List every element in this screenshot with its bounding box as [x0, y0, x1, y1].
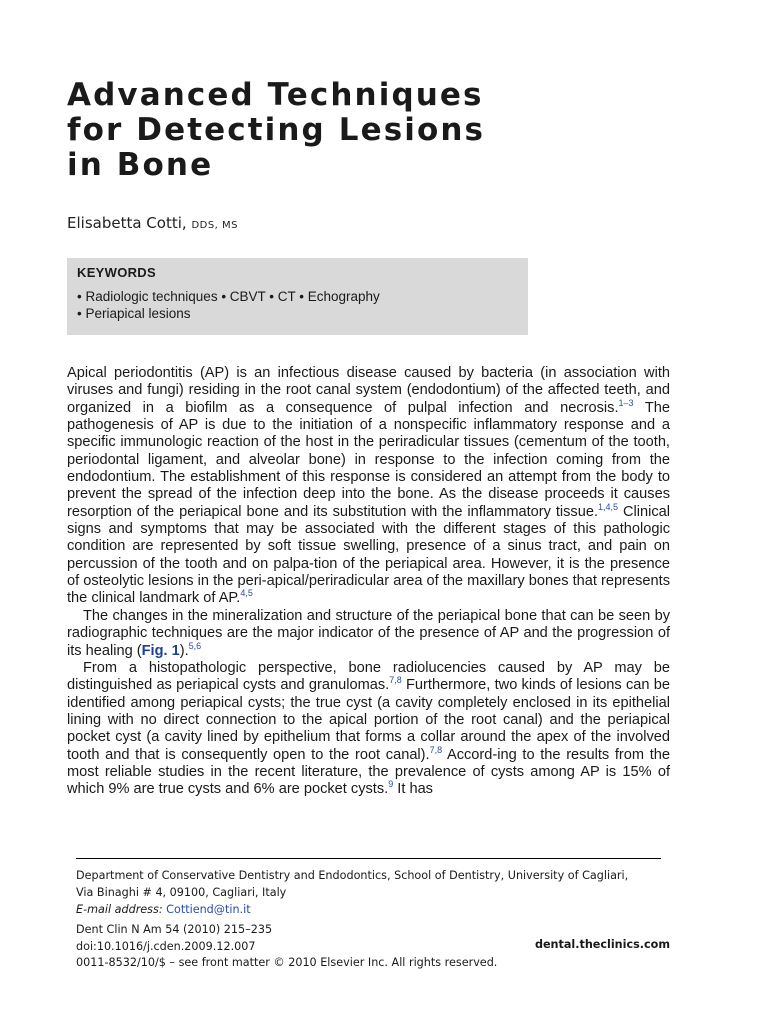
keywords-line: • Radiologic techniques • CBVT • CT • Echography [77, 289, 380, 304]
citation-ref[interactable]: 5,6 [188, 640, 202, 651]
affiliation-line: Department of Conservative Dentistry and Endodontics, School of Dentistry, University of Cagliari, [76, 869, 629, 882]
body-paragraph [67, 660, 670, 799]
body-text-run: Apical periodontitis (AP) is an infectious disease caused by bacteria (in association with viruses and fungi) residing in the root canal system (endodontium) of the affected teeth, and organized in a biofilm as a consequence of pulpal infection and necrosis. [67, 365, 670, 416]
email-link[interactable]: Cottiend@tin.it [166, 903, 251, 916]
article-body [67, 365, 670, 799]
body-paragraph [67, 608, 670, 660]
keywords-heading: KEYWORDS [77, 265, 156, 280]
journal-website[interactable]: dental.theclinics.com [534, 938, 670, 951]
citation-ref[interactable]: 1–3 [618, 397, 634, 408]
title-line: in Bone [67, 147, 214, 183]
author-name: Elisabetta Cotti, [67, 214, 187, 232]
figure-link[interactable]: Fig. 1 [141, 642, 180, 659]
title-line: Advanced Techniques [67, 77, 484, 113]
body-text-run: It has [393, 781, 433, 798]
keywords-line: • Periapical lesions [77, 306, 191, 321]
author-degrees: DDS, MS [191, 220, 239, 231]
journal-citation: Dent Clin N Am 54 (2010) 215–235 [76, 923, 273, 936]
citation-ref[interactable]: 7,8 [389, 675, 402, 686]
citation-ref[interactable]: 7,8 [429, 744, 443, 755]
affiliation-block [76, 867, 676, 918]
footnote-divider [76, 858, 661, 859]
citation-ref[interactable]: 1,4,5 [598, 501, 619, 512]
body-text-run: Clinical signs and symptoms that may be associated with the different stages of this pathologic condition are represented by soft tissue swelling, presence of a sinus tract, and pain on percussion of the tooth and on palpa-tion of the periapical area. However, it is the presence of osteolytic lesions in the peri-apical/periradicular area of the maxillary bones that represents the clinical landmark of AP. [67, 503, 670, 607]
body-text-run: The pathogenesis of AP is due to the initiation of a nonspecific inflammatory response and a specific immunologic reaction of the host in the periradicular tissues (cementum of the tooth, periodontal ligament, and alveolar bone) in response to the infection coming from the endodontium. The establishment of this response is considered an attempt from the body to prevent the spread of the infection deep into the bone. As the disease proceeds it causes resorption of the periapical bone and its substitution with the inflammatory tissue. [67, 399, 671, 520]
body-paragraph [67, 365, 670, 608]
keywords-box [67, 258, 528, 335]
affiliation-line: Via Binaghi # 4, 09100, Cagliari, Italy [76, 886, 287, 899]
email-line [76, 901, 676, 918]
body-text-run: Accord-ing to the results from the most reliable studies in the recent literature, the prevalence of cysts among AP is 15% of which 9% are true cysts and 6% are pocket cysts. [67, 746, 670, 798]
email-label: E-mail address: [76, 903, 163, 916]
body-text-run: Furthermore, two kinds of lesions can be identified among periapical cysts; the true cyst (a cavity completely enclosed in its epithelial lining with no direct connection to the apical portion of the root canal) and the periapical pocket cyst (a cavity lined by epithelium that forms a collar around the apex of the involved tooth and that is consequently open to the root canal). [67, 677, 670, 763]
author-line [67, 214, 238, 232]
body-text-run: The changes in the mineralization and structure of the periapical bone that can be seen by radiographic techniques are the major indicator of the presence of AP and the progression of its healing ( [67, 607, 670, 659]
body-text-run: ). [179, 642, 189, 659]
body-text-run: From a histopathologic perspective, bone radiolucencies caused by AP may be distinguished as periapical cysts and granulomas. [67, 659, 670, 694]
article-title [67, 78, 587, 183]
citation-ref[interactable]: 4,5 [240, 588, 253, 599]
citation-ref[interactable]: 9 [388, 779, 394, 790]
journal-doi: doi:10.1016/j.cden.2009.12.007 [76, 939, 256, 953]
title-line: for Detecting Lesions [67, 112, 486, 148]
journal-copyright: 0011-8532/10/$ – see front matter © 2010 Elsevier Inc. All rights reserved. [76, 956, 498, 969]
